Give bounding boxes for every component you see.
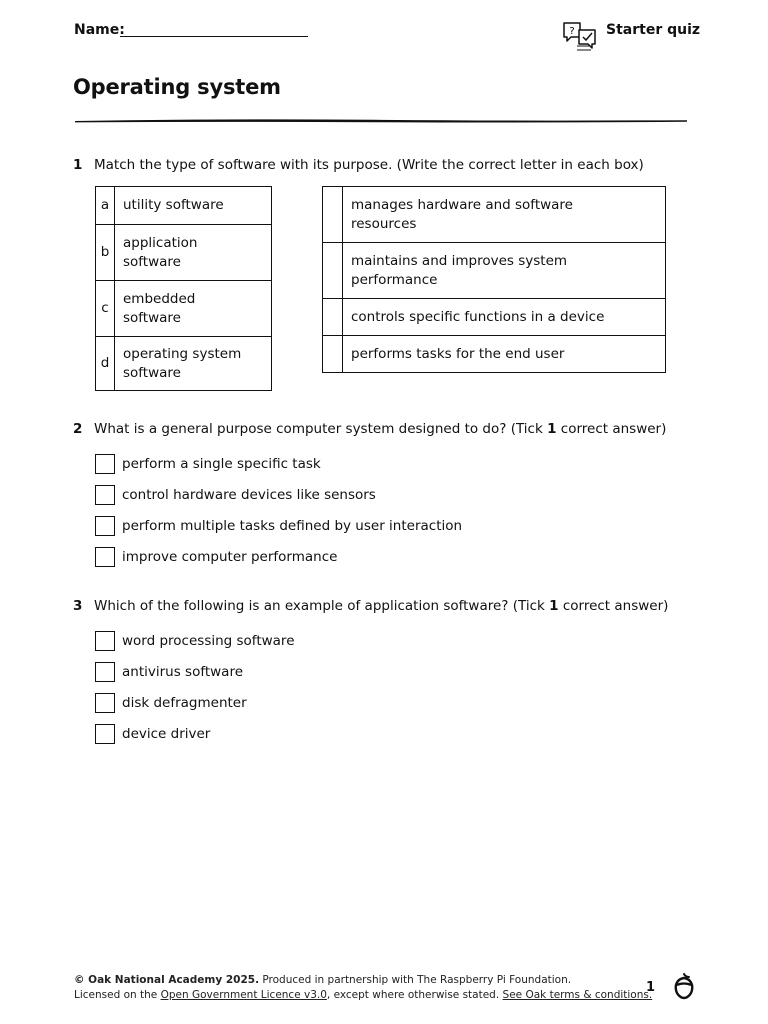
page-title: Operating system (73, 75, 281, 99)
quiz-type-label: Starter quiz (606, 22, 701, 38)
oak-acorn-logo-icon (673, 972, 695, 1000)
item-letter: a (96, 187, 115, 225)
terms-link[interactable]: See Oak terms & conditions. (502, 989, 653, 1001)
list-item[interactable] (95, 484, 376, 506)
item-text: embedded software (115, 281, 272, 337)
list-item[interactable] (95, 630, 295, 652)
question-text: What is a general purpose computer system designed to do? (Tick 1 correct answer) (94, 421, 667, 437)
table-row (323, 187, 666, 243)
option-label: perform multiple tasks defined by user interaction (122, 518, 463, 534)
tick-checkbox[interactable] (95, 547, 115, 567)
title-divider (74, 117, 688, 125)
option-label: word processing software (122, 633, 295, 649)
software-types-table (95, 186, 272, 391)
question-number: 2 (73, 421, 83, 437)
question-1 (73, 157, 644, 173)
quiz-speech-bubble-icon (561, 20, 599, 54)
table-row (96, 187, 272, 225)
item-text: application software (115, 225, 272, 281)
item-text: operating system software (115, 337, 272, 391)
question-text: Which of the following is an example of application software? (Tick 1 correct answer) (94, 598, 669, 614)
question-number: 1 (73, 157, 83, 173)
question-2 (73, 421, 666, 437)
option-label: control hardware devices like sensors (122, 487, 376, 503)
option-label: antivirus software (122, 664, 244, 680)
copyright: © Oak National Academy 2025. (74, 974, 260, 986)
footer-credits: © Oak National Academy 2025. Produced in partnership with The Raspberry Pi Foundation. Licensed on the Open Government Licence v3.0, except where otherwise stated. See Oak terms & conditions. (74, 974, 653, 1001)
question-text: Match the type of software with its purpose. (Write the correct letter in each box) (94, 157, 644, 173)
answer-box[interactable] (323, 243, 343, 299)
list-item[interactable] (95, 723, 210, 745)
table-row (96, 281, 272, 337)
list-item[interactable] (95, 661, 243, 683)
purpose-text: maintains and improves system performance (343, 243, 666, 299)
list-item[interactable] (95, 515, 462, 537)
item-text: utility software (115, 187, 272, 225)
table-row (96, 337, 272, 391)
question-3 (73, 598, 668, 614)
question-number: 3 (73, 598, 83, 614)
table-row (96, 225, 272, 281)
name-write-line[interactable] (120, 36, 308, 37)
option-label: perform a single specific task (122, 456, 321, 472)
item-letter: d (96, 337, 115, 391)
option-label: device driver (122, 726, 211, 742)
tick-checkbox[interactable] (95, 485, 115, 505)
purpose-text: controls specific functions in a device (343, 299, 666, 336)
table-row (323, 336, 666, 373)
list-item[interactable] (95, 692, 247, 714)
purpose-text: performs tasks for the end user (343, 336, 666, 373)
answer-box[interactable] (323, 299, 343, 336)
tick-checkbox[interactable] (95, 662, 115, 682)
item-letter: b (96, 225, 115, 281)
table-row (323, 299, 666, 336)
list-item[interactable] (95, 546, 337, 568)
tick-checkbox[interactable] (95, 516, 115, 536)
option-label: disk defragmenter (122, 695, 247, 711)
name-label: Name: (74, 22, 125, 38)
answer-box[interactable] (323, 336, 343, 373)
purpose-text: manages hardware and software resources (343, 187, 666, 243)
item-letter: c (96, 281, 115, 337)
answer-box[interactable] (323, 187, 343, 243)
tick-checkbox[interactable] (95, 724, 115, 744)
tick-checkbox[interactable] (95, 693, 115, 713)
svg-text:?: ? (569, 26, 575, 37)
tick-checkbox[interactable] (95, 631, 115, 651)
table-row (323, 243, 666, 299)
software-purposes-table (322, 186, 666, 373)
tick-checkbox[interactable] (95, 454, 115, 474)
option-label: improve computer performance (122, 549, 338, 565)
licence-link[interactable]: Open Government Licence v3.0 (160, 989, 327, 1001)
list-item[interactable] (95, 453, 321, 475)
page-number: 1 (646, 980, 656, 995)
